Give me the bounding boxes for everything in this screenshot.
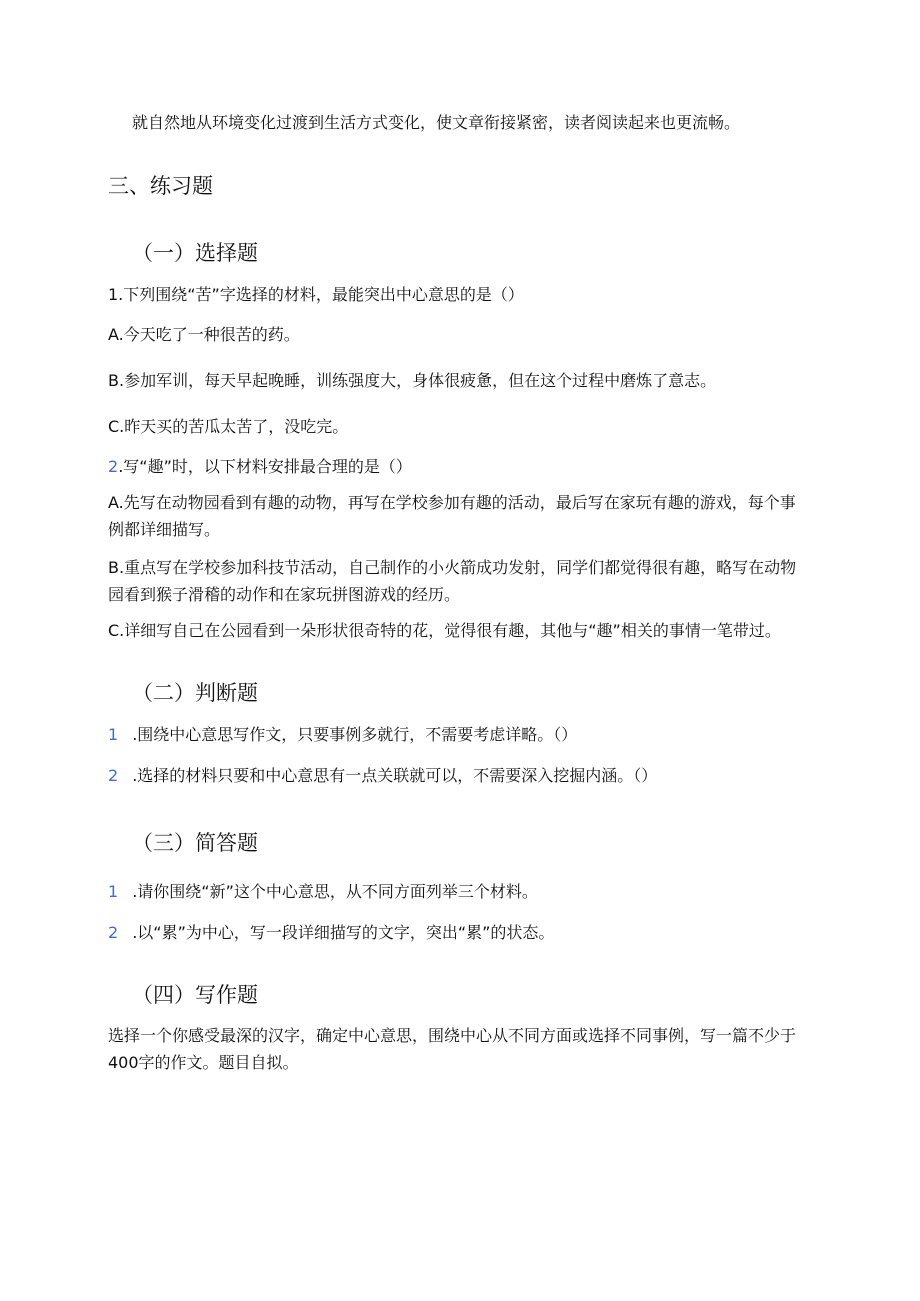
- q2-option-a: A.先写在动物园看到有趣的动物，再写在学校参加有趣的活动，最后写在家玩有趣的游戏，每个事例都详细描写。: [108, 493, 796, 539]
- q1-option-a: A.今天吃了一种很苦的药。: [108, 325, 300, 344]
- q2-stem: .写“趣”时，以下材料安排最合理的是（）: [118, 457, 412, 476]
- q2-option-c: C.详细写自己在公园看到一朵形状很奇特的花，觉得很有趣，其他与“趣”相关的事情一笔带过。: [108, 621, 781, 640]
- judge-item-2-number: 2: [108, 766, 119, 785]
- part1-title: （一）选择题: [132, 241, 258, 265]
- q2-stem-line: [108, 456, 412, 478]
- section-title: 三、练习题: [108, 174, 213, 198]
- short-answer-item-1: [108, 881, 538, 903]
- short-answer-item-1-number: 1: [108, 882, 119, 901]
- intro-paragraph: 就自然地从环境变化过渡到生活方式变化，使文章衔接紧密，读者阅读起来也更流畅。: [132, 113, 741, 132]
- short-answer-item-1-text: .请你围绕“新”这个中心意思，从不同方面列举三个材料。: [132, 882, 538, 901]
- short-answer-item-2-text: .以“累”为中心，写一段详细描写的文字，突出“累”的状态。: [132, 923, 555, 942]
- judge-item-1: [108, 724, 577, 746]
- q2-number: 2: [108, 457, 119, 476]
- judge-item-2-text: .选择的材料只要和中心意思有一点关联就可以，不需要深入挖掘内涵。（）: [132, 766, 658, 785]
- short-answer-item-2: [108, 922, 554, 944]
- q1-stem: 1.下列围绕“苦”字选择的材料，最能突出中心意思的是（）: [108, 285, 524, 304]
- writing-prompt: 选择一个你感受最深的汉字，确定中心意思，围绕中心从不同方面或选择不同事例，写一篇不少于400字的作文。题目自拟。: [108, 1026, 797, 1072]
- q2-option-b: B.重点写在学校参加科技节活动，自己制作的小火箭成功发射，同学们都觉得很有趣，略写在动物园看到猴子滑稽的动作和在家玩拼图游戏的经历。: [108, 558, 797, 604]
- judge-item-1-text: .围绕中心意思写作文，只要事例多就行，不需要考虑详略。（）: [132, 725, 578, 744]
- judge-item-1-number: 1: [108, 725, 119, 744]
- short-answer-item-2-number: 2: [108, 923, 119, 942]
- part2-title: （二）判断题: [132, 681, 258, 705]
- part3-title: （三）简答题: [132, 831, 258, 855]
- judge-item-2: [108, 765, 657, 787]
- part4-title: （四）写作题: [132, 983, 258, 1007]
- q1-option-b: B.参加军训，每天早起晚睡，训练强度大，身体很疲惫，但在这个过程中磨炼了意志。: [108, 371, 717, 390]
- q1-option-c: C.昨天买的苦瓜太苦了，没吃完。: [108, 417, 349, 436]
